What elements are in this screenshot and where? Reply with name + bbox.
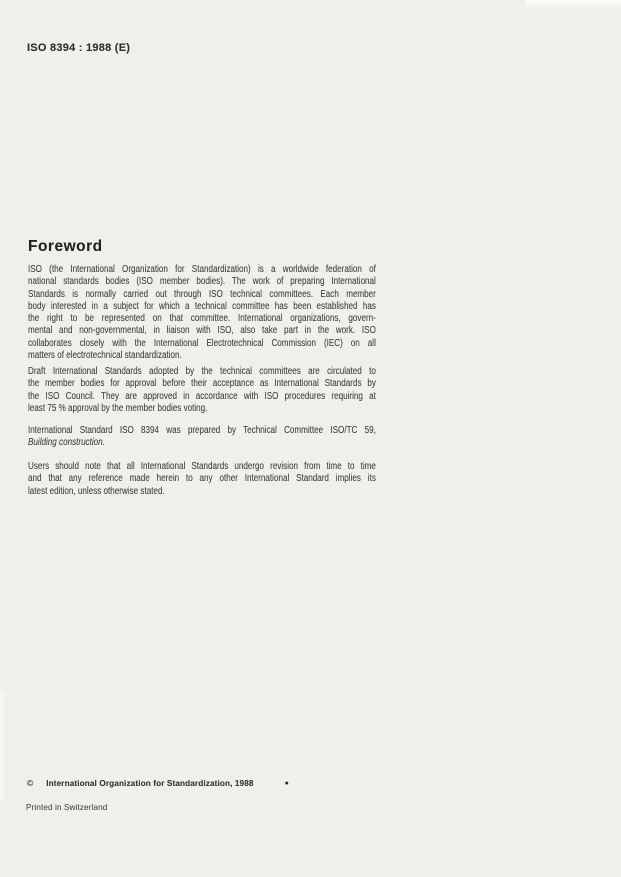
- paragraph-prepared-by: [28, 425, 376, 450]
- text-line: Users should note that all International Standards undergo revision from time to time: [28, 461, 376, 472]
- bullet-dot-icon: ●: [284, 780, 289, 787]
- text-line: and that any reference made herein to any other International Standard implies its: [28, 473, 376, 485]
- text-line: collaborates closely with the International Electrotechnical Commission (IEC) on all: [28, 337, 376, 349]
- paragraph-draft-standards: [28, 366, 376, 415]
- printed-in-switzerland: Printed in Switzerland: [26, 803, 108, 812]
- text-line: mental and non-governmental, in liaison with ISO, also take part in the work. ISO: [28, 325, 376, 337]
- text-line: Standards is normally carried out through ISO technical committees. Each member: [28, 288, 376, 300]
- scan-artifact-top: [526, 0, 621, 9]
- paragraph-iso-federation: [28, 264, 376, 362]
- text-line: national standards bodies (ISO member bodies). The work of preparing International: [28, 276, 376, 288]
- copyright-text: International Organization for Standardization, 1988: [46, 779, 254, 788]
- text-line: International Standard ISO 8394 was prepared by Technical Committee ISO/TC 59,: [28, 425, 376, 436]
- text-line: the member bodies for approval before their acceptance as International Standards by: [28, 378, 376, 390]
- scan-artifact-left: [0, 690, 6, 800]
- foreword-heading: Foreword: [28, 238, 103, 255]
- paragraph-revision-note: [28, 461, 376, 498]
- copyright-symbol: ©: [27, 778, 34, 788]
- foreword-body: [28, 0, 376, 877]
- text-line: ISO (the International Organization for Standardization) is a worldwide federation of: [28, 264, 376, 275]
- text-line: least 75 % approval by the member bodies voting.: [28, 402, 208, 414]
- copyright-line: [27, 778, 289, 789]
- text-line: Draft International Standards adopted by the technical committees are circulated to: [28, 366, 376, 377]
- text-line: body interested in a subject for which a technical committee has been established has: [28, 300, 376, 312]
- text-line: the ISO Council. They are approved in accordance with ISO procedures requiring at: [28, 390, 376, 402]
- text-line: matters of electrotechnical standardization.: [28, 350, 182, 362]
- text-line: the right to be represented on that committee. International organizations, govern-: [28, 313, 376, 325]
- document-reference: ISO 8394 : 1988 (E): [27, 42, 131, 54]
- text-line: latest edition, unless otherwise stated.: [28, 485, 165, 497]
- text-line-italic: Building construction.: [28, 437, 105, 449]
